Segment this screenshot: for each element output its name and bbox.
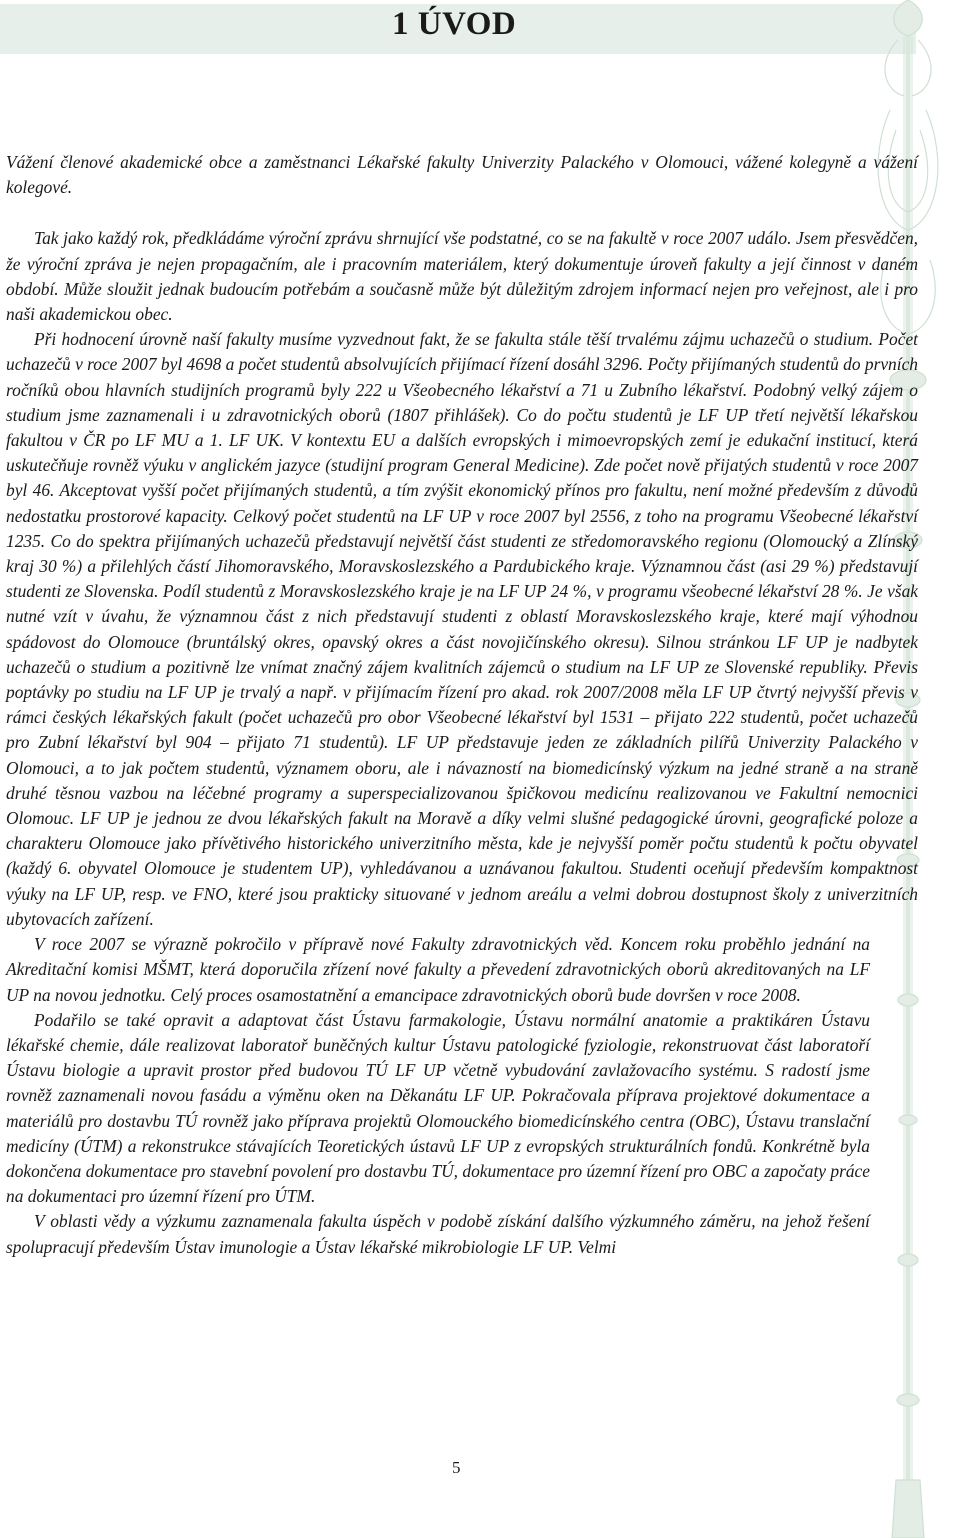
paragraph-renovations: Podařilo se také opravit a adaptovat část Ústavu farmakologie, Ústavu normální anatomie a praktikáren Ústavu lékařské chemie, dále realizovat laboratoř buněčných kultur Ústavu patologické fyziologie, rekonstruovat část laboratoří Ústavu biologie a upravit prostor před budovou TÚ LF UP včetně vybudování zavlažovacího systému. S radostí jsme rovněž zaznamenali novou fasádu a výměnu oken na Děkanátu LF UP. Pokračovala příprava projektové dokumentace a materiálů pro dostavbu TÚ rovněž jako příprava projektů Olomouckého biomedicínského centra (OBC), Ústavu translační medicíny (ÚTM) a rekonstrukce stávajících Teoretických ústavů LF UP z evropských strukturálních fondů. Konkrétně byla dokončena dokumentace pro stavební povolení pro dostavbu TÚ, dokumentace pro územní řízení pro OBC a započaty práce na dokumentaci pro územní řízení pro ÚTM.	[6, 1009, 870, 1207]
paragraph-admissions: Při hodnocení úrovně naší fakulty musíme vyzvednout fakt, že se fakulta stále těší trvalému zájmu uchazečů o studium. Počet uchazečů v roce 2007 byl 4698 a počet studentů absolvujících přijímací řízení dosáhl 3296. Počty přijímaných studentů do prvních ročníků obou hlavních studijních programů byly 222 u Všeobecného lékařství a 71 u Zubního lékařství. Podobný velký zájem o studium jsme zaznamenali i u zdravotnických oborů (1807 přihlášek). Co do počtu studentů je LF UP třetí největší lékařskou fakultou v ČR po LF MU a 1. LF UK. V kontextu EU a dalších evropských i mimoevropských zemí je edukační institucí, která uskutečňuje rovněž výuku v anglickém jazyce (studijní program General Medicine). Zde počet nově přijatých studentů v roce 2007 byl 46. Akceptovat vyšší počet přijímaných studentů, a tím zvýšit ekonomický přínos pro fakultu, není možné především z důvodů nedostatku prostorové kapacity. Celkový počet studentů na LF UP v roce 2007 byl 2556, z toho na programu Všeobecné lékařství 1235. Co do spektra přijímaných uchazečů představují největší část studenti ze středomoravského regionu (Olomoucký a Zlínský kraj 30 %) a přilehlých částí Jihomoravského, Moravskoslezského a Pardubického kraje. Významnou část (asi 29 %) představují studenti ze Slovenska. Podíl studentů z Moravskoslezského kraje je na LF UP 24 %, v programu všeobecné lékařství 28 %. Je však nutné vzít v úvahu, že významnou část z nich představují studenti z oblastí Moravskoslezského kraje, které mají výhodnou spádovost do Olomouce (bruntálský okres, opavský okres a část novojičínského okresu). Silnou stránkou LF UP je nadbytek uchazečů o studium a pozitivně lze vnímat značný zájem kvalitních zájemců o studium na LF UP ze Slovenské republiky. Převis poptávky po studiu na LF UP je trvalý a např. v přijímacím řízení pro akad. rok 2007/2008 měla LF UP čtvrtý nejvyšší převis v rámci českých lékařských fakult (počet uchazečů pro obor Všeobecné lékařství byl 1531 – přijato 222 studentů, počet uchazečů pro Zubní lékařství byl 904 – přijato 71 studentů). LF UP představuje jeden ze základních pilířů Univerzity Palackého v Olomouci, a to jak počtem studentů, významem oboru, ale i návazností na biomedicínský výzkum na jedné straně a na straně druhé těsnou vazbou na léčebné programy a superspecializovanou špičkovou medicínu realizovanou ve Fakultní nemocnici Olomouc. LF UP je jednou ze dvou lékařských fakult na Moravě a díky velmi slušné pedagogické úrovni, geografické poloze a charakteru Olomouce jako přívětivého historického univerzitního města, kde je nejvyšší poměr počtu studentů k počtu obyvatel (každý 6. obyvatel Olomouce je studentem UP), vyhledávanou a uznávanou fakultou. Studenti oceňují především kompaktnost výuky na LF UP, resp. ve FNO, které jsou prakticky situované v jednom areálu a velmi dobrou dostupnost školy z univerzitních ubytovacích zařízení.	[6, 329, 918, 929]
chapter-title: 1 ÚVOD	[392, 6, 517, 42]
paragraph-greeting: Vážení členové akademické obce a zaměstnanci Lékařské fakulty Univerzity Palackého v Olomouci, vážené kolegyně a vážení kolegové.	[6, 152, 918, 198]
page-number: 5	[452, 1458, 461, 1477]
body-text	[6, 150, 918, 1260]
paragraph-new-faculty: V roce 2007 se výrazně pokročilo v přípravě nové Fakulty zdravotnických věd. Koncem roku proběhlo jednání na Akreditační komisi MŠMT, která doporučila zřízení nové fakulty a převedení zdravotnických oborů akreditovaných na LF UP na novou jednotku. Celý proces osamostatnění a emancipace zdravotnických oborů bude dovršen v roce 2008.	[6, 934, 870, 1005]
paragraph-research: V oblasti vědy a výzkumu zaznamenala fakulta úspěch v podobě získání dalšího výzkumného záměru, na jehož řešení spolupracují především Ústav imunologie a Ústav lékařské mikrobiologie LF UP. Velmi	[6, 1211, 870, 1257]
paragraph-intro: Tak jako každý rok, předkládáme výroční zprávu shrnující vše podstatné, co se na fakultě v roce 2007 událo. Jsem přesvědčen, že výroční zpráva je nejen propagačním, ale i pracovním materiálem, který dokumentuje úroveň fakulty a její činnost v daném období. Může sloužit jednak budoucím potřebám a současně může být důležitým zdrojem informací nejen pro veřejnost, ale i pro naši akademickou obec.	[6, 228, 918, 325]
